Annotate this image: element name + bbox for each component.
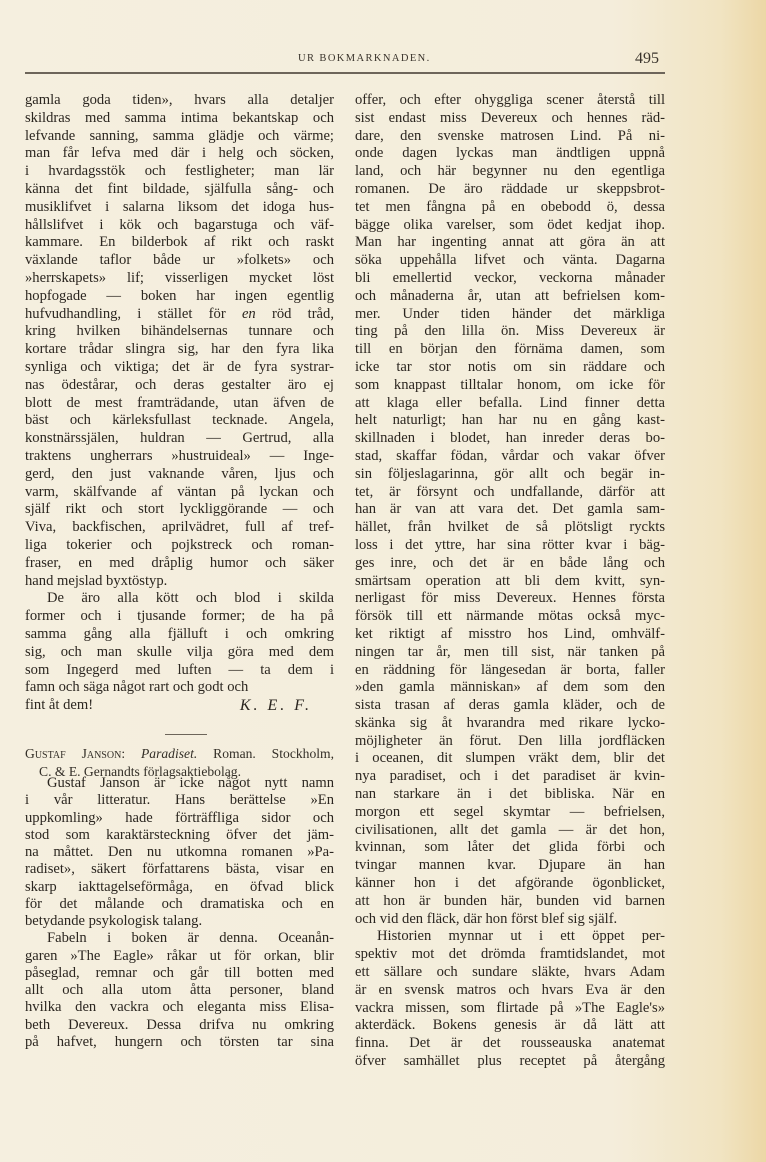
text-line: finna. Det är det rousseauska anatemat (355, 1035, 665, 1052)
text-line: möjligheter än förut. Den lilla jordfläcken (355, 732, 665, 749)
text-line: skänka sig åt hvarandra med rikare lycko- (355, 714, 665, 731)
page-header (25, 50, 665, 70)
text-line: för det målande och dramatiska och en (25, 895, 334, 912)
text-segment: hufvudhandling, i stället för (25, 305, 242, 322)
text-line: skarp iakttagelseförmåga, en öfvad blick (25, 878, 334, 895)
text-line: land, och här begynner nu den egentliga (355, 163, 665, 180)
text-line: onde dagen lyckas man ändtligen uppnå (355, 145, 665, 162)
paragraph (355, 92, 665, 928)
text-line: ningen tar år, men till sist, när tanken på (355, 643, 665, 660)
citation-separator: : (121, 746, 141, 761)
text-line: hvilka den vackra och eleganta miss Elisa- (25, 999, 334, 1016)
text-line: en räddning för längesedan är borta, faller (355, 661, 665, 678)
citation-author: Gustaf Janson (25, 746, 122, 761)
reviewer-signature: K. E. F. (239, 697, 312, 715)
text-line: nas ödestårar, och deras gestalter äro ej (25, 376, 334, 393)
text-line: kvinnan, som låter det glida förbi och (355, 839, 665, 856)
section-divider (165, 734, 207, 735)
text-line: bägge olika varelser, som ödet kedjat ihop. (355, 216, 665, 233)
text-line: dare, den svenske matrosen Lind. På ni- (355, 127, 665, 144)
right-column (355, 92, 665, 1071)
text-line: icke tar stor notis om sin räddare och (355, 358, 665, 375)
text-line: betydande psykologisk talang. (25, 913, 203, 929)
text-line: man får lefva med där i helg och söcken, (25, 145, 334, 162)
paragraph (25, 92, 334, 590)
text-line: sig, och man skulle vilja göra med dem (25, 643, 334, 660)
text-line: ting på den lilla ön. Miss Devereux är (355, 323, 665, 340)
text-line: vackra missen, som flirtade på »The Eagle's» (355, 999, 665, 1016)
text-line: och månaderna år, utan att befrielsen kom- (355, 287, 665, 304)
text-line: offer, och efter ohyggliga scener återstå till (355, 92, 665, 108)
text-line: tet, är försynt och undfallande, därför att (355, 483, 665, 500)
text-line: morgon ett segel skymtar — befrielsen, (355, 803, 665, 820)
citation-title: Paradiset. (140, 746, 198, 761)
text-line: beth Devereux. Dessa drifva nu omkring (25, 1016, 334, 1033)
text-line: helt naturligt; han har nu en gång kast- (355, 412, 665, 429)
text-line: att hon är bunden här, bunden vid barnen (355, 892, 665, 909)
text-line: musiklifvet i salarna liksom det idoga hus- (25, 198, 334, 215)
paragraph (25, 930, 334, 1051)
text-line: skillnaden i blodet, han inreder deras bo- (355, 430, 665, 447)
text-line: kortare trådar slingra sig, har den fyra lika (25, 341, 334, 358)
text-line: i vår litteratur. Hans berättelse »En (25, 792, 334, 809)
text-line: fraser, en med dråplig humor och säker (25, 554, 334, 571)
text-line: traktens ungherrars »hustruideal» — Inge- (25, 447, 334, 464)
paragraph (25, 775, 334, 930)
text-line: Fabeln i boken är denna. Oceanån- (47, 930, 334, 947)
text-line: varm, skälfvande af väntan på lyckan och (25, 483, 334, 500)
text-line: ges inre, och det är en både lång och (355, 554, 665, 571)
text-line: han är van att vara det. Det gamla sam- (355, 501, 665, 518)
text-line: till en början den förnäma damen, som (355, 341, 665, 358)
text-line: känna det fint bildade, själfulla sång- och (25, 180, 334, 197)
text-line: allt och alla utom åtta personer, bland (25, 982, 334, 998)
text-line: ett sällare och sundare släkte, hvars Adam (355, 964, 665, 981)
text-line: som Ingegerd med luften — ta dem i (25, 661, 334, 678)
text-line: samma gång alla fjälluft i och omkring (25, 625, 334, 642)
citation-line-2: C. & E. Gernandts förlagsaktiebolag. (39, 764, 241, 779)
header-rule (25, 72, 665, 74)
text-line: sist endast miss Devereux och hennes räd- (355, 109, 665, 126)
text-line: söka uppehålla lifvet och vänta. Dagarna (355, 252, 665, 269)
text-line: hållslifvet i kök och bagarstuga och väf- (25, 216, 334, 233)
text-line: Viva, backfischen, aprilvädret, full af tref- (25, 519, 334, 536)
text-line: påseglad, remnar och går till botten med (25, 964, 334, 981)
text-line: liga tokerier och pojkstreck och roman- (25, 536, 334, 553)
text-line: skildras med samma intima bekantskap och (25, 109, 334, 126)
text-line: bäst och kärleksfullast tecknade. Angela, (25, 412, 334, 429)
text-line: »herrskapets» lif; visserligen mycket löst (25, 269, 334, 286)
text-line: stod som karaktärsteckning öfver det jäm- (25, 826, 334, 843)
text-line: hand mejslad byxtöstyp. (25, 572, 168, 589)
text-line: sista trasan af deras gamla kläder, och de (355, 697, 665, 714)
text-line: kring hvilken bihändelsernas tunnare och (25, 323, 334, 340)
citation-publisher-place: Roman. Stockholm, (197, 746, 334, 761)
text-line: De äro alla kött och blod i skilda (47, 590, 334, 607)
text-line: är en svensk matros och hvars Eva är den (355, 981, 665, 998)
text-line: försök till ett närmande mötas också myc- (355, 608, 665, 625)
text-line: växlande taflor både ur »folkets» och (25, 252, 334, 269)
citation-line-1 (25, 745, 334, 763)
text-line: na måttet. Den nu utkomna romanen »Pa- (25, 844, 334, 860)
closing-line: fint åt dem! (25, 697, 94, 714)
text-line: blott de mest framträdande, utan äfven de (25, 394, 334, 411)
text-line: nan starkare än i det bibliska. När en (355, 786, 665, 803)
text-line: uppkomling» hade förträffliga sidor och (25, 809, 334, 826)
text-line: öfver samhället plus receptet på återgång (355, 1053, 665, 1070)
text-line: stad, skaffar födan, vårdar och vakar öfver (355, 447, 665, 464)
left-column-upper (25, 92, 334, 715)
closing-paragraph-end (25, 697, 334, 715)
text-line: synliga och viktiga; det är de fyra systrar- (25, 358, 334, 375)
text-line: smärtsam operation att bli dem kvitt, syn- (355, 572, 665, 589)
text-line: loss i det yttre, har sina rötter kvar i bäg- (355, 536, 665, 553)
text-line: tet men fångna på en obebodd ö, dessa (355, 198, 665, 215)
text-line: i hvardagsstök och festligheter; man lär (25, 163, 334, 180)
emphasized-text: en (241, 305, 256, 322)
text-line: radiset», säkert författarens bästa, visar en (25, 861, 334, 878)
text-line: hället, från hvilket de så plötsligt ryckts (355, 519, 665, 536)
text-line: civilisationen, allt det gamla — är det hon, (355, 821, 665, 838)
page-number: 495 (635, 50, 659, 67)
text-line: som knappast tilltalar honom, om icke för (355, 376, 665, 393)
text-line: nerligast för miss Devereux. Hennes första (355, 590, 665, 607)
text-line: själf rikt och stort lyckliggörande — och (25, 501, 334, 518)
text-line: ket riktigt af misstro hos Lind, omhvälf- (355, 625, 665, 642)
text-line: kammare. En bilderbok af rikt och raskt (25, 234, 334, 251)
text-line: garen »The Eagle» råkar ut för orkan, blir (25, 947, 334, 964)
text-line: och vid den fläck, där hon först blef sig själf. (355, 910, 618, 927)
text-line (25, 306, 334, 324)
text-line: bli emellertid veckor, veckorna månader (355, 269, 665, 286)
paragraph (25, 590, 334, 697)
text-segment: röd tråd, (255, 305, 334, 322)
text-line: mer. Under tiden händer det märkliga (355, 305, 665, 322)
text-line: konstnärssjälen, huldran — Gertrud, alla (25, 430, 334, 447)
left-column-lower (25, 775, 334, 1051)
text-line: hopfogade — boken har ingen egentlig (25, 287, 334, 304)
text-line: nya paradiset, och i det paradiset är kvin- (355, 768, 665, 785)
text-line: gamla goda tiden», hvars alla detaljer (25, 92, 334, 108)
text-line: Gustaf Janson är icke något nytt namn (47, 775, 334, 791)
paragraph (355, 928, 665, 1070)
text-line (25, 697, 334, 715)
text-line: »den gamla människan» af dem som den (355, 679, 665, 696)
text-line: på hafvet, hungern och törsten tar sina (25, 1033, 334, 1050)
text-line: famn och säga något rart och godt och (25, 679, 249, 696)
text-line: gerd, den just vaknande våren, ljus och (25, 465, 334, 482)
text-line: sin följeslagarinna, gör allt och begär in- (355, 465, 665, 482)
text-line: att klaga eller befalla. Lind finner detta (355, 394, 665, 411)
text-line: former och i tjusande former; de ha på (25, 608, 334, 625)
text-line: i oceanen, dit slumpen vräkt dem, blir det (355, 750, 665, 767)
text-line: känner hon i det afgörande ögonblicket, (355, 875, 665, 892)
text-line: spektiv mot det drömda framtidslandet, mot (355, 946, 665, 963)
text-line: tvingar mannen kvar. Djupare än han (355, 857, 665, 874)
text-line: Man har ingenting annat att göra än att (355, 234, 665, 251)
text-line: Historien mynnar ut i ett öppet per- (377, 928, 665, 945)
text-line: akterdäck. Bokens genesis är då lätt att (355, 1017, 665, 1034)
text-line: lefvande sanning, samma glädje och värme; (25, 127, 334, 144)
running-title: UR BOKMARKNADEN. (298, 53, 431, 64)
text-line: romanen. De äro räddade ur skeppsbrot- (355, 180, 665, 197)
